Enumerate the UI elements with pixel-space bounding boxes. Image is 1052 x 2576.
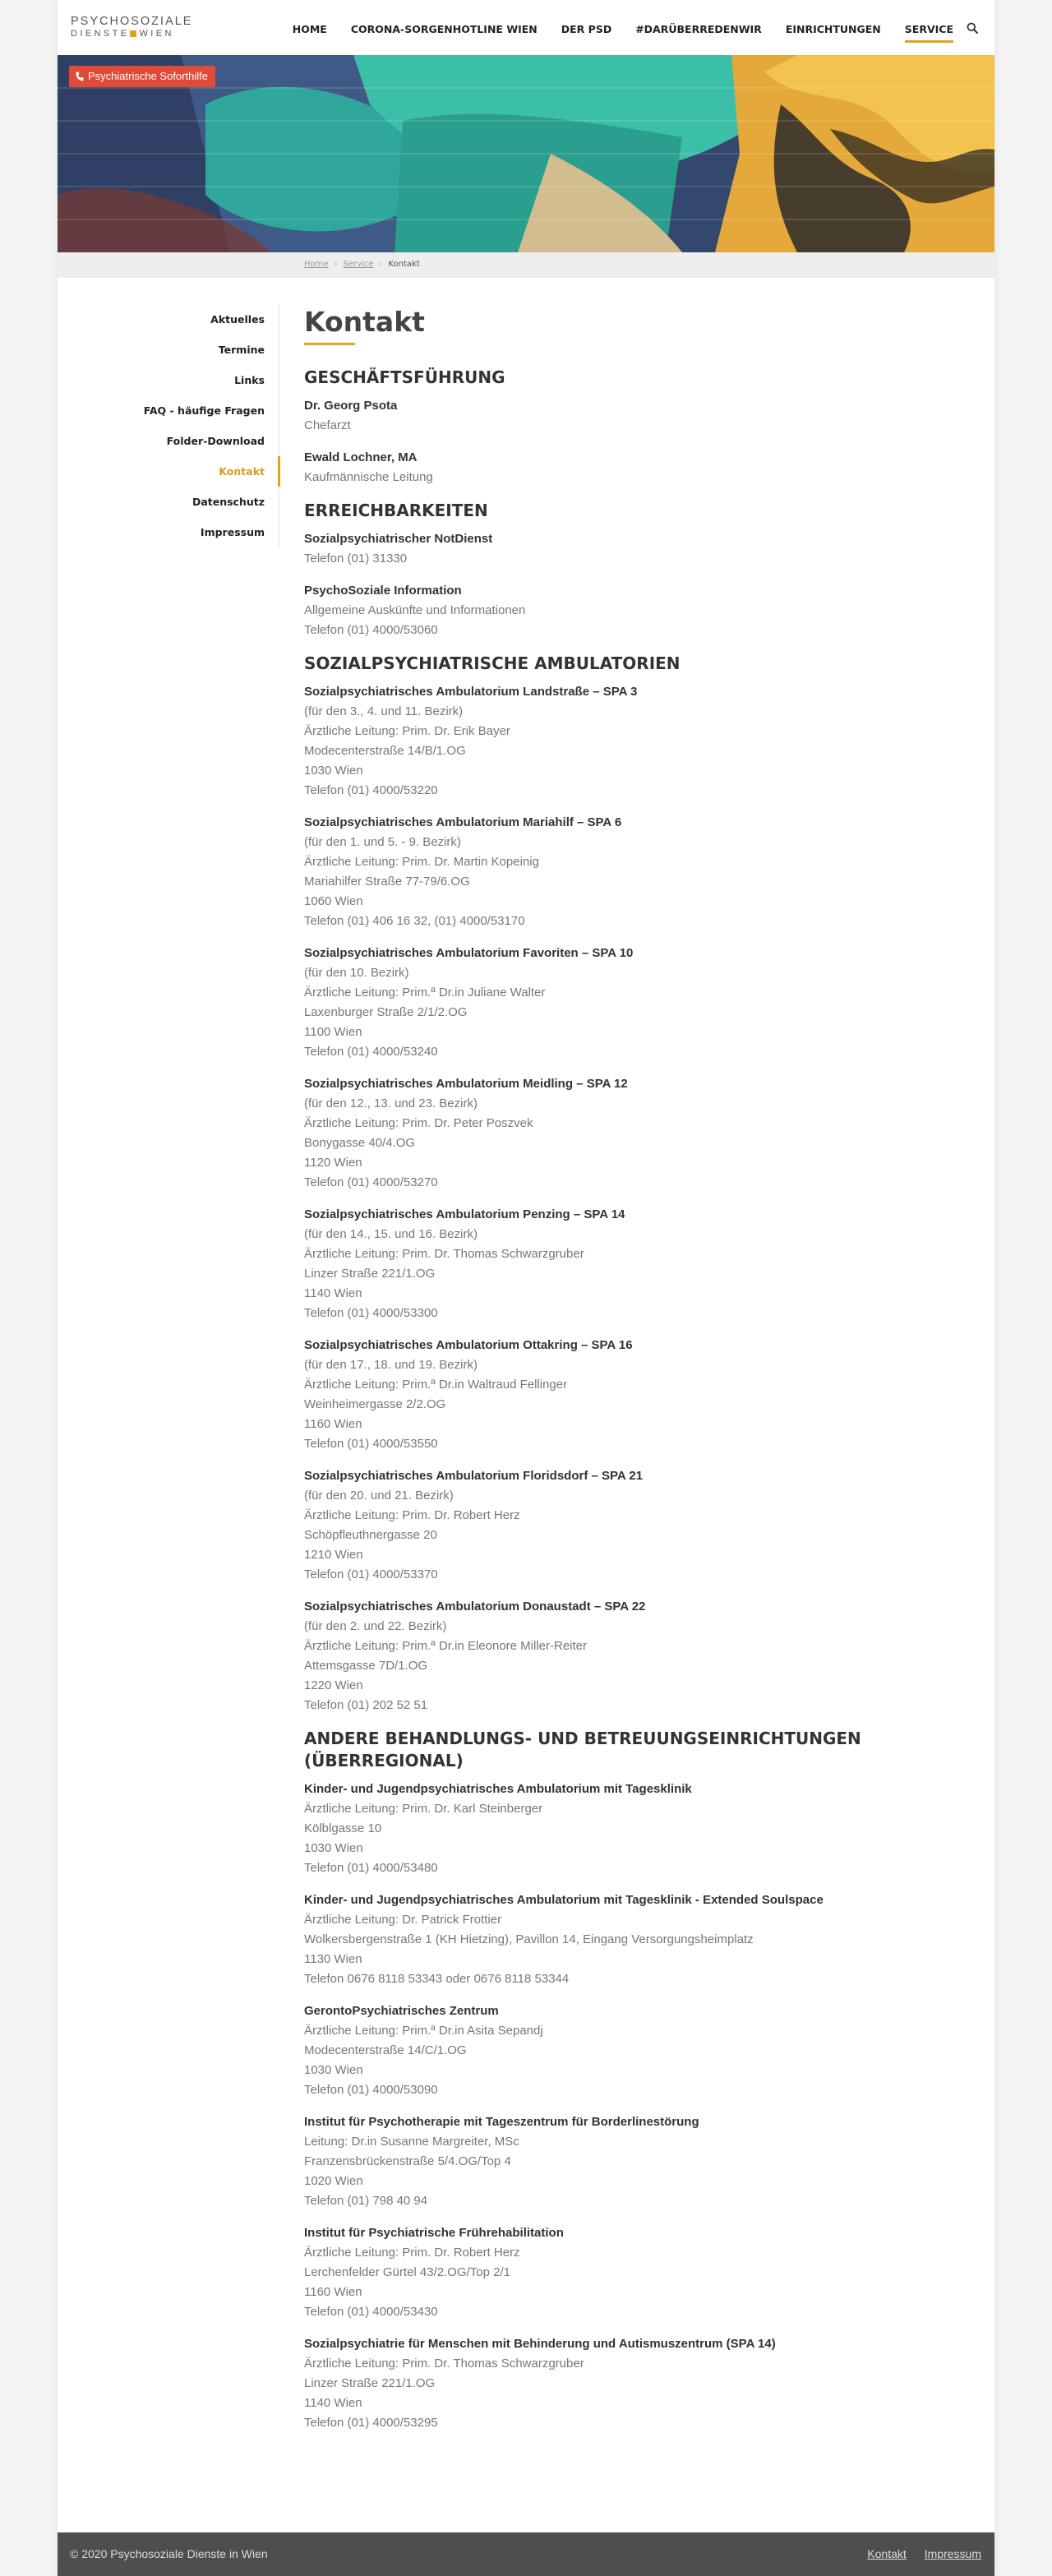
footer-link-impressum[interactable]: Impressum [924, 2547, 981, 2560]
contact-entry-line: 1100 Wien [304, 1025, 362, 1039]
contact-entry-line: Telefon (01) 4000/53430 [304, 2305, 438, 2319]
contact-entry-title: Sozialpsychiatrisches Ambulatorium Donaustadt – SPA 22 [304, 1600, 646, 1613]
sidebar-item-faq[interactable]: FAQ - häufige Fragen [143, 404, 265, 417]
section-heading: SOZIALPSYCHIATRISCHE AMBULATORIEN [304, 653, 681, 673]
phone-icon [76, 72, 84, 81]
contact-entry-line: Chefarzt [304, 418, 351, 432]
contact-entry-title: Sozialpsychiatrisches Ambulatorium Floridsdorf – SPA 21 [304, 1469, 644, 1483]
contact-entry-line: Laxenburger Straße 2/1/2.OG [304, 1005, 468, 1019]
contact-entry-line: (für den 14., 15. und 16. Bezirk) [304, 1227, 478, 1241]
contact-entry-line: 1210 Wien [304, 1548, 363, 1562]
contact-entry-line: Kaufmännische Leitung [304, 470, 433, 484]
section-heading: GESCHÄFTSFÜHRUNG [304, 367, 505, 387]
footer-link-kontakt[interactable]: Kontakt [867, 2547, 907, 2560]
contact-entry [304, 682, 945, 801]
contact-entry-title: Sozialpsychiatrisches Ambulatorium Meidling – SPA 12 [304, 1077, 628, 1091]
contact-entry [304, 529, 945, 569]
logo-word-dienste: DIENSTE [71, 29, 130, 39]
breadcrumb-separator: › [379, 260, 383, 269]
contact-entry [304, 1336, 945, 1454]
breadcrumb [58, 252, 994, 278]
contact-entry [304, 581, 945, 640]
breadcrumb-service[interactable]: Service [343, 260, 374, 269]
contact-entry-line: (für den 10. Bezirk) [304, 966, 409, 980]
contact-entry-line: Ärztliche Leitung: Prim. Dr. Robert Herz [304, 2246, 520, 2260]
contact-entry-title: Sozialpsychiatrisches Ambulatorium Landstraße – SPA 3 [304, 685, 638, 699]
contact-entry-line: Telefon (01) 4000/53240 [304, 1045, 438, 1059]
contact-entry-title: Sozialpsychiatrischer NotDienst [304, 532, 493, 546]
contact-entry-line: Modecenterstraße 14/B/1.OG [304, 744, 466, 758]
contact-entry-line: Telefon (01) 4000/53480 [304, 1861, 438, 1875]
logo[interactable] [71, 15, 210, 39]
contact-entry-title: Dr. Georg Psota [304, 399, 398, 413]
section-heading: ERREICHBARKEITEN [304, 501, 488, 520]
site-header [58, 0, 994, 55]
contact-entry-line: Ärztliche Leitung: Prim. Dr. Robert Herz [304, 1508, 520, 1522]
contact-entry [304, 448, 945, 487]
contact-entry-line: Telefon (01) 4000/53060 [304, 623, 438, 637]
contact-entry-line: Ärztliche Leitung: Prim. Dr. Thomas Schwarzgruber [304, 2357, 584, 2371]
sidebar-item-aktuelles[interactable]: Aktuelles [210, 313, 265, 325]
contact-entry [304, 2112, 945, 2211]
nav-corona-hotline[interactable]: CORONA-SORGENHOTLINE WIEN [350, 23, 538, 35]
contact-entry-title: Institut für Psychiatrische Frührehabilitation [304, 2226, 564, 2240]
contact-entry-line: Ärztliche Leitung: Prim. Dr. Karl Steinberger [304, 1802, 543, 1816]
contact-entry-title: GerontoPsychiatrisches Zentrum [304, 2004, 499, 2018]
contact-entry-line: (für den 20. und 21. Bezirk) [304, 1489, 454, 1503]
contact-entry-line: 1030 Wien [304, 2063, 363, 2077]
nav-home[interactable]: HOME [292, 23, 327, 35]
contact-entry-line: Telefon (01) 4000/53090 [304, 2083, 438, 2097]
contact-entry [304, 1780, 945, 1878]
emergency-button[interactable] [69, 66, 215, 87]
contact-entry-line: Telefon (01) 4000/53220 [304, 783, 438, 797]
contact-entry-line: Ärztliche Leitung: Prim.ª Dr.in Juliane Walter [304, 986, 546, 999]
contact-entry-title: Institut für Psychotherapie mit Tageszentrum für Borderlinestörung [304, 2115, 699, 2129]
contact-entry-line: (für den 3., 4. und 11. Bezirk) [304, 704, 464, 718]
contact-entry [304, 1890, 945, 1989]
contact-entry-line: Kölblgasse 10 [304, 1821, 382, 1835]
breadcrumb-separator: › [334, 260, 338, 269]
contact-entry-title: Sozialpsychiatrisches Ambulatorium Ottakring – SPA 16 [304, 1338, 633, 1352]
contact-entry-line: Telefon 0676 8118 53343 oder 0676 8118 53344 [304, 1972, 570, 1986]
contact-entry-line: Allgemeine Auskünfte und Informationen [304, 603, 526, 617]
nav-darueberredenwir[interactable]: #DARÜBERREDENWIR [635, 23, 762, 35]
contact-entry [304, 813, 945, 931]
contact-entry-line: Telefon (01) 31330 [304, 552, 408, 566]
nav-der-psd[interactable]: DER PSD [561, 23, 612, 35]
logo-line-1: PSYCHOSOZIALE [71, 15, 193, 28]
contact-entry-line: Telefon (01) 4000/53300 [304, 1306, 438, 1320]
contact-entry-line: (für den 12., 13. und 23. Bezirk) [304, 1096, 478, 1110]
section-heading: ANDERE BEHANDLUNGS- UND BETREUUNGSEINRICHTUNGEN (ÜBERREGIONAL) [304, 1729, 861, 1770]
contact-entry-line: Ärztliche Leitung: Prim. Dr. Erik Bayer [304, 724, 510, 738]
search-icon[interactable] [967, 22, 978, 34]
breadcrumb-current: Kontakt [388, 260, 420, 269]
sidebar-nav [58, 304, 279, 547]
nav-service[interactable]: SERVICE [905, 0, 953, 55]
sidebar-item-datenschutz[interactable]: Datenschutz [191, 496, 265, 508]
contact-entry-line: Telefon (01) 4000/53550 [304, 1437, 438, 1451]
contact-entry-title: Kinder- und Jugendpsychiatrisches Ambulatorium mit Tagesklinik - Extended Soulspace [304, 1893, 824, 1907]
contact-entry-line: Weinheimergasse 2/2.OG [304, 1397, 446, 1411]
contact-entry-line: 1020 Wien [304, 2174, 363, 2188]
sidebar-active-marker [278, 456, 280, 487]
contact-entry-line: Schöpfleuthnergasse 20 [304, 1528, 437, 1542]
contact-entry-line: Modecenterstraße 14/C/1.OG [304, 2043, 467, 2057]
contact-entry-line: 1060 Wien [304, 894, 363, 908]
contact-entry-line: Telefon (01) 4000/53295 [304, 2416, 438, 2430]
sidebar-item-links[interactable]: Links [234, 374, 265, 386]
contact-entry-line: 1120 Wien [304, 1156, 362, 1170]
contact-entry-line: Linzer Straße 221/1.OG [304, 2376, 436, 2390]
contact-entry-line: 1140 Wien [304, 2396, 362, 2410]
contact-entry-line: Leitung: Dr.in Susanne Margreiter, MSc [304, 2135, 519, 2149]
contact-entry [304, 1597, 945, 1715]
nav-einrichtungen[interactable]: EINRICHTUNGEN [785, 23, 881, 35]
emergency-label: Psychiatrische Soforthilfe [88, 70, 208, 82]
contact-entry-line: Ärztliche Leitung: Prim.ª Dr.in Asita Sepandj [304, 2024, 543, 2038]
contact-entry-line: 1160 Wien [304, 1417, 362, 1431]
contact-entry-line: 1030 Wien [304, 764, 363, 778]
contact-entry-line: Telefon (01) 4000/53370 [304, 1567, 438, 1581]
contact-entry-line: 1160 Wien [304, 2285, 362, 2299]
contact-entry-title: Sozialpsychiatrisches Ambulatorium Favoriten – SPA 10 [304, 946, 634, 960]
contact-sections [304, 367, 945, 2433]
contact-entry-line: Ärztliche Leitung: Prim. Dr. Thomas Schwarzgruber [304, 1247, 584, 1261]
contact-entry [304, 1205, 945, 1323]
contact-entry-line: Telefon (01) 202 52 51 [304, 1698, 428, 1712]
contact-entry-line: 1220 Wien [304, 1678, 363, 1692]
contact-entry-line: Telefon (01) 406 16 32, (01) 4000/53170 [304, 914, 525, 928]
breadcrumb-home[interactable]: Home [304, 260, 329, 269]
contact-entry-line: Wolkersbergenstraße 1 (KH Hietzing), Pavillon 14, Eingang Versorgungsheimplatz [304, 1932, 754, 1946]
contact-entry-line: 1030 Wien [304, 1841, 363, 1855]
contact-entry [304, 1074, 945, 1193]
page [58, 0, 994, 2576]
contact-entry-line: Ärztliche Leitung: Prim. Dr. Martin Kopeinig [304, 855, 539, 869]
logo-line-2 [71, 28, 210, 39]
contact-entry [304, 2223, 945, 2322]
contact-entry-line: (für den 1. und 5. - 9. Bezirk) [304, 835, 461, 849]
contact-entry-line: Mariahilfer Straße 77-79/6.OG [304, 875, 470, 889]
contact-entry-line: Attemsgasse 7D/1.OG [304, 1659, 428, 1673]
contact-entry-line: Ärztliche Leitung: Dr. Patrick Frottier [304, 1913, 502, 1927]
contact-entry-title: Kinder- und Jugendpsychiatrisches Ambulatorium mit Tagesklinik [304, 1782, 692, 1796]
logo-square-icon [130, 30, 136, 37]
contact-entry-line: (für den 17., 18. und 19. Bezirk) [304, 1358, 478, 1372]
contact-entry-line: Bonygasse 40/4.OG [304, 1136, 416, 1150]
sidebar-item-impressum[interactable]: Impressum [200, 526, 265, 538]
contact-entry-line: Linzer Straße 221/1.OG [304, 1267, 436, 1281]
contact-entry [304, 2001, 945, 2100]
footer-links [849, 2532, 981, 2576]
footer-copyright: © 2020 Psychosoziale Dienste in Wien [70, 2547, 268, 2560]
contact-entry-title: Sozialpsychiatrie für Menschen mit Behinderung und Autismuszentrum (SPA 14) [304, 2337, 776, 2351]
contact-entry-line: 1140 Wien [304, 1286, 362, 1300]
contact-entry-line: Ärztliche Leitung: Prim. Dr. Peter Poszvek [304, 1116, 533, 1130]
contact-entry-title: Ewald Lochner, MA [304, 450, 418, 464]
contact-entry-line: Telefon (01) 4000/53270 [304, 1175, 438, 1189]
sidebar-item-folder-download[interactable]: Folder-Download [166, 435, 265, 447]
contact-entry [304, 396, 945, 436]
main-content [304, 304, 945, 2445]
page-title: Kontakt [304, 306, 425, 338]
contact-entry-line: Ärztliche Leitung: Prim.ª Dr.in Waltraud Fellinger [304, 1378, 568, 1392]
sidebar-item-termine[interactable]: Termine [218, 344, 265, 356]
contact-entry-line: Franzensbrückenstraße 5/4.OG/Top 4 [304, 2154, 511, 2168]
contact-entry-title: Sozialpsychiatrisches Ambulatorium Penzing – SPA 14 [304, 1207, 625, 1221]
contact-entry-title: PsychoSoziale Information [304, 584, 462, 598]
logo-word-wien: WIEN [139, 29, 174, 39]
hero-banner [58, 55, 994, 252]
sidebar-item-kontakt[interactable]: Kontakt [219, 465, 265, 478]
contact-entry [304, 1466, 945, 1585]
contact-entry-line: Telefon (01) 798 40 94 [304, 2194, 428, 2208]
contact-entry-title: Sozialpsychiatrisches Ambulatorium Mariahilf – SPA 6 [304, 815, 622, 829]
main-nav [269, 0, 978, 55]
contact-entry-line: Lerchenfelder Gürtel 43/2.OG/Top 2/1 [304, 2265, 510, 2279]
contact-entry-line: Ärztliche Leitung: Prim.ª Dr.in Eleonore Miller-Reiter [304, 1639, 588, 1653]
contact-entry-line: 1130 Wien [304, 1952, 362, 1966]
contact-entry [304, 2334, 945, 2433]
title-underline [304, 343, 355, 345]
site-footer [58, 2532, 994, 2576]
contact-entry [304, 944, 945, 1062]
contact-entry-line: (für den 2. und 22. Bezirk) [304, 1619, 447, 1633]
